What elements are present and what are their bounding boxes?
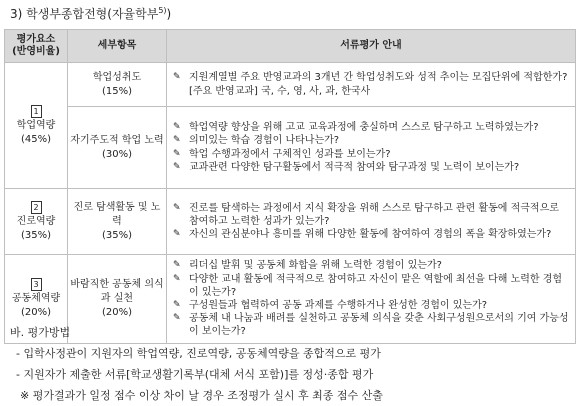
method-note: ※ 평가결과가 일정 점수 이상 차이 날 경우 조정평가 실시 후 최종 점수 산출 bbox=[20, 389, 383, 402]
pencil-icon: ✎ bbox=[173, 122, 181, 133]
guide-cell bbox=[167, 189, 576, 255]
pencil-icon: ✎ bbox=[173, 161, 181, 172]
guide-question bbox=[173, 121, 571, 134]
guide-question bbox=[173, 148, 571, 161]
section-heading bbox=[10, 5, 171, 22]
guide-question bbox=[173, 161, 571, 174]
guide-question bbox=[173, 134, 571, 147]
table-header-row bbox=[5, 30, 576, 63]
question-text: 지원계열별 주요 반영교과의 3개년 간 학업성취도와 성적 추이는 모집단위에 적합한가? bbox=[189, 72, 568, 84]
guide-cell bbox=[167, 107, 576, 189]
criterion-name: 학업역량 bbox=[16, 119, 56, 131]
question-text: 리더십 발휘 및 공동체 화합을 위해 노력한 경험이 있는가? bbox=[189, 260, 442, 272]
pencil-icon: ✎ bbox=[173, 273, 181, 284]
detail-item-weight: (35%) bbox=[101, 229, 133, 241]
pencil-icon: ✎ bbox=[173, 313, 181, 324]
header-detail-item: 세부항목 bbox=[68, 30, 167, 63]
detail-item-weight: (30%) bbox=[101, 148, 133, 160]
detail-item-cell bbox=[68, 63, 167, 107]
question-text: 공동체 내 나눔과 배려를 실천하고 공동체 의식을 갖춘 사회구성원으로서의 기여 가능성이 보이는가? bbox=[189, 313, 569, 338]
criterion-weight: (35%) bbox=[20, 229, 52, 241]
question-text: 다양한 교내 활동에 적극적으로 참여하고 자신이 맡은 역할에 최선을 다해 노력한 경험이 있는가? bbox=[189, 273, 563, 298]
heading-text: 3) 학생부종합전형(자율학부 bbox=[10, 7, 159, 21]
detail-item-name: 바람직한 공동체 의식과 실천 bbox=[70, 279, 164, 304]
pencil-icon: ✎ bbox=[173, 135, 181, 146]
detail-item-name: 자기주도적 학업 노력 bbox=[70, 134, 164, 146]
guide-question bbox=[173, 273, 571, 299]
header-guide: 서류평가 안내 bbox=[167, 30, 576, 63]
detail-item-weight: (15%) bbox=[101, 85, 133, 97]
question-text: 의미있는 학습 경험이 나타나는가? bbox=[189, 135, 340, 147]
guide-question bbox=[173, 202, 571, 228]
criterion-cell bbox=[5, 189, 68, 255]
guide-question bbox=[173, 299, 571, 312]
criterion-number: 2 bbox=[31, 201, 42, 214]
pencil-icon: ✎ bbox=[173, 72, 181, 83]
criterion-cell bbox=[5, 63, 68, 189]
criterion-name: 진로역량 bbox=[16, 215, 56, 227]
criterion-weight: (45%) bbox=[20, 133, 52, 145]
evaluation-table bbox=[4, 29, 576, 344]
heading-close: ) bbox=[166, 7, 172, 21]
evaluation-method bbox=[10, 322, 383, 406]
question-text: 진로를 탐색하는 과정에서 지식 확장을 위해 스스로 탐구하고 관련 활동에 적극적으로 참여하고 노력한 성과가 있는가? bbox=[189, 202, 559, 227]
guide-question bbox=[173, 85, 571, 98]
detail-item-name: 학업성취도 bbox=[92, 71, 142, 83]
pencil-icon: ✎ bbox=[173, 148, 181, 159]
pencil-icon: ✎ bbox=[173, 202, 181, 213]
pencil-icon: ✎ bbox=[173, 229, 181, 240]
guide-cell bbox=[167, 63, 576, 107]
question-text: 구성원들과 협력하여 공동 과제를 수행하거나 완성한 경험이 있는가? bbox=[189, 300, 488, 311]
detail-item-name: 진로 탐색활동 및 노력 bbox=[73, 201, 161, 227]
table-row bbox=[5, 189, 576, 255]
pencil-icon: ✎ bbox=[173, 260, 181, 271]
header-element: 평가요소 (반영비율) bbox=[5, 30, 68, 63]
pencil-icon: ✎ bbox=[173, 300, 181, 310]
criterion-name: 공동체역량 bbox=[11, 293, 61, 304]
table-row bbox=[5, 63, 576, 107]
question-text: [주요 반영교과] 국, 수, 영, 사, 과, 한국사 bbox=[189, 85, 371, 97]
criterion-number: 1 bbox=[31, 105, 42, 118]
criterion-weight: (20%) bbox=[20, 307, 52, 318]
question-text: 자신의 관심분야나 흥미를 위해 다양한 활동에 참여하여 경험의 폭을 확장하였는가? bbox=[189, 229, 552, 241]
method-line: - 지원자가 제출한 서류[학교생활기록부(대체 서식 포함)]를 정성·종합 평가 bbox=[16, 368, 374, 381]
question-text: 교과관련 다양한 탐구활동에서 적극적 참여와 탐구과정 및 노력이 보이는가? bbox=[189, 161, 520, 173]
question-text: 학업 수행과정에서 구체적인 성과를 보이는가? bbox=[189, 148, 391, 160]
guide-question bbox=[173, 228, 571, 241]
guide-question bbox=[173, 71, 571, 84]
table-row bbox=[5, 107, 576, 189]
method-title: 바. 평가방법 bbox=[10, 326, 71, 339]
footnote-mark: 5) bbox=[158, 6, 167, 15]
detail-item-cell bbox=[68, 107, 167, 189]
criterion-number: 3 bbox=[31, 278, 42, 291]
guide-question bbox=[173, 259, 571, 272]
method-line: - 입학사정관이 지원자의 학업역량, 진로역량, 공동체역량을 종합적으로 평가 bbox=[16, 347, 381, 360]
question-text: 학업역량 향상을 위해 고교 교육과정에 충실하며 스스로 탐구하고 노력하였는가? bbox=[189, 122, 539, 134]
detail-item-cell bbox=[68, 189, 167, 255]
detail-item-weight: (20%) bbox=[101, 307, 133, 318]
